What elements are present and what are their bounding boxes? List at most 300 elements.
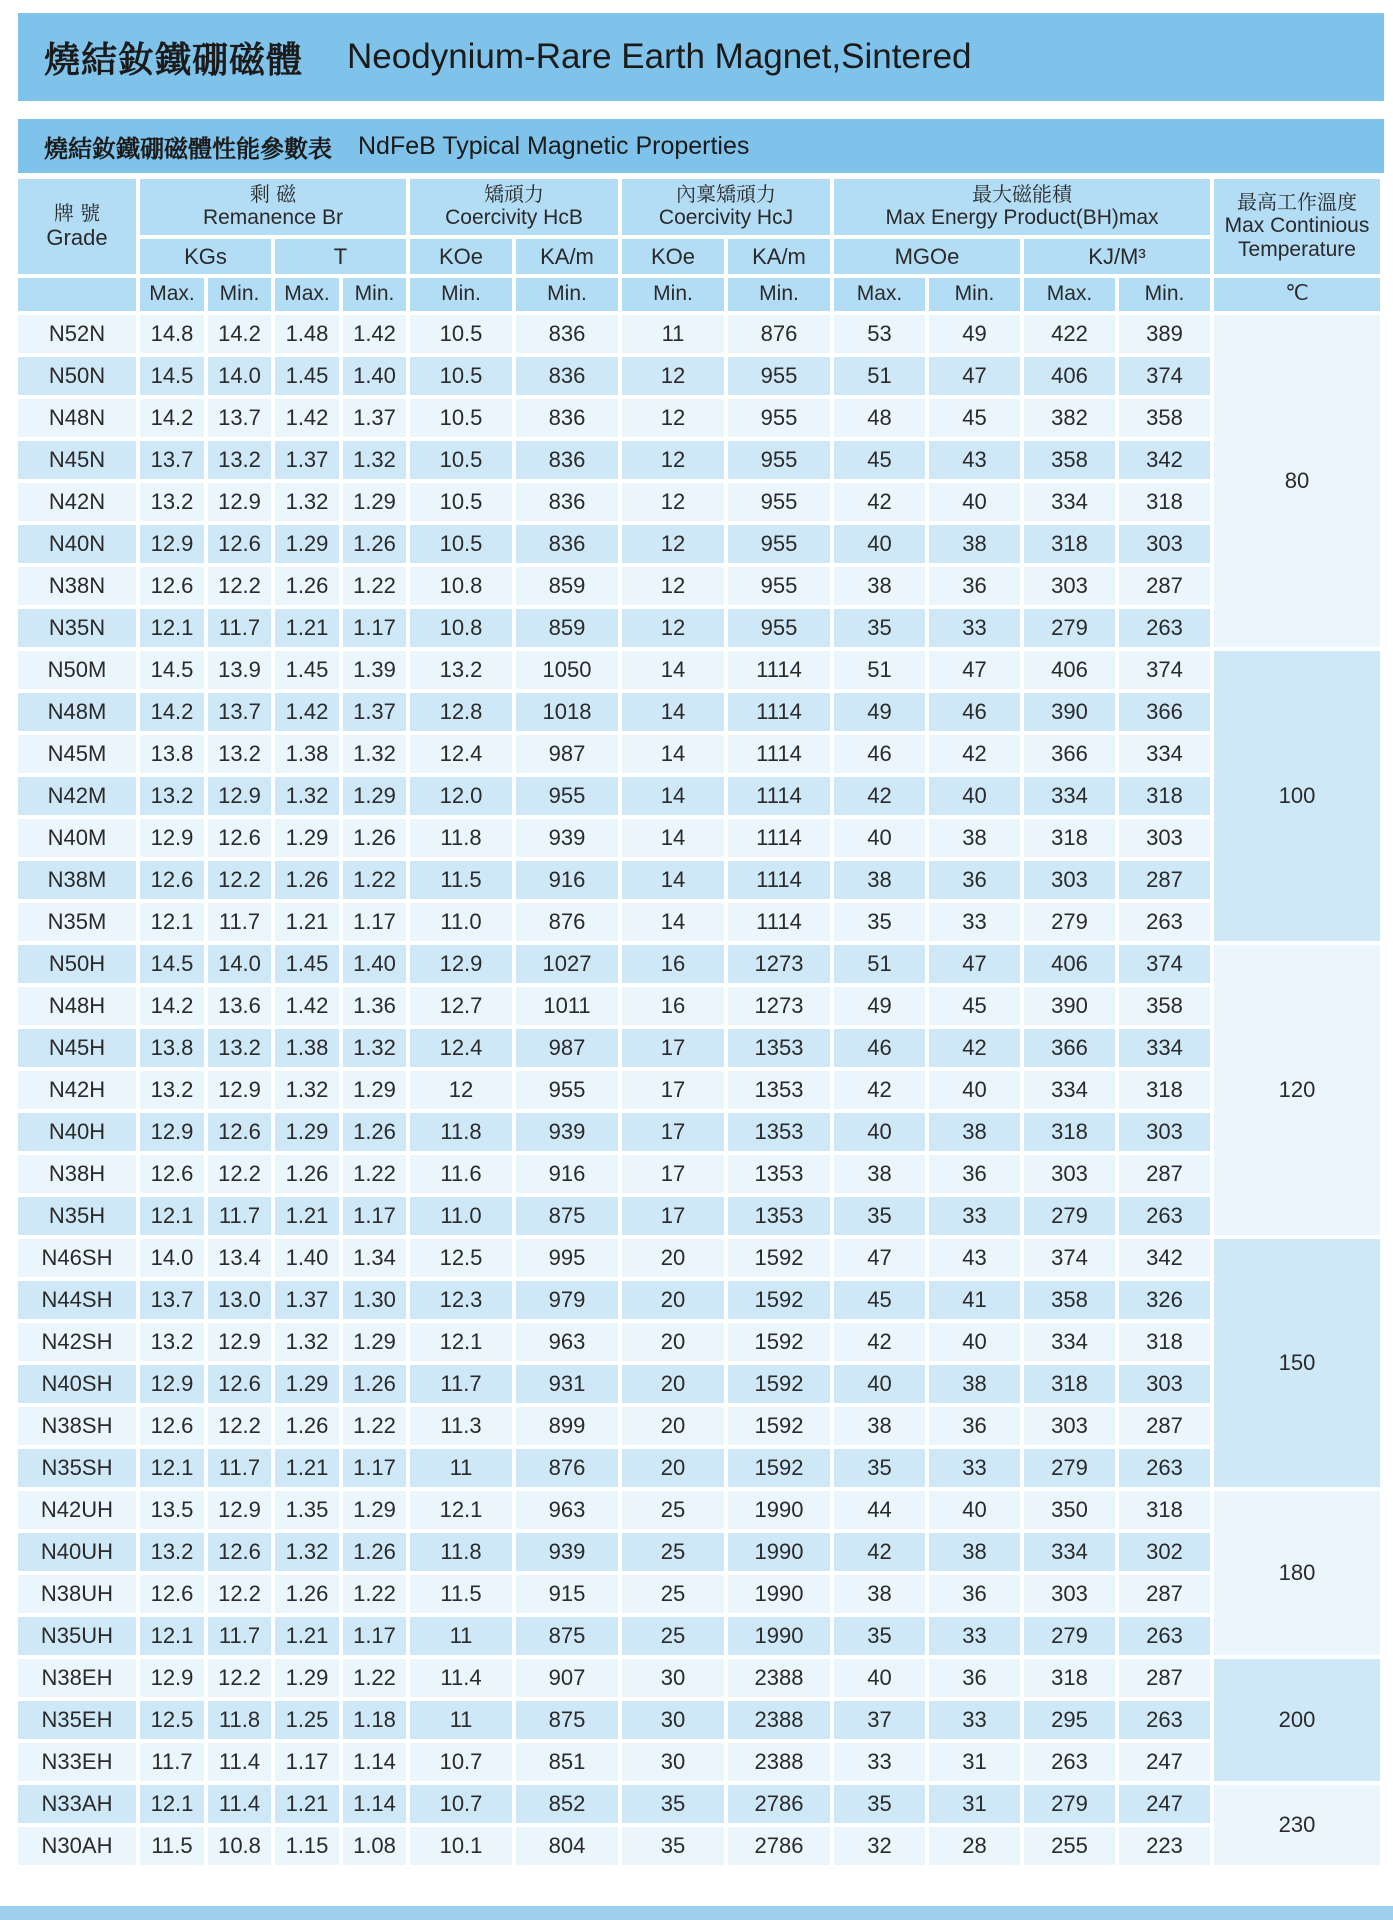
grade-cell: N42M <box>18 777 136 815</box>
value-cell: 1273 <box>728 987 830 1025</box>
value-cell: 12.5 <box>410 1239 512 1277</box>
footer-strip <box>0 1906 1393 1920</box>
value-cell: 42 <box>929 1029 1020 1067</box>
value-cell: 12.9 <box>208 777 271 815</box>
value-cell: 263 <box>1119 1701 1210 1739</box>
value-cell: 46 <box>834 1029 925 1067</box>
value-cell: 1.40 <box>275 1239 339 1277</box>
grade-cell: N38N <box>18 567 136 605</box>
value-cell: 1.26 <box>275 1575 339 1613</box>
col-hcb-koe-min: Min. <box>410 278 512 311</box>
value-cell: 358 <box>1024 441 1115 479</box>
value-cell: 36 <box>929 567 1020 605</box>
value-cell: 1114 <box>728 735 830 773</box>
value-cell: 334 <box>1024 1323 1115 1361</box>
grade-cell: N50N <box>18 357 136 395</box>
value-cell: 318 <box>1119 1323 1210 1361</box>
value-cell: 38 <box>929 1365 1020 1403</box>
value-cell: 1.17 <box>343 903 406 941</box>
grade-cell: N48M <box>18 693 136 731</box>
table-body <box>18 315 1380 1865</box>
value-cell: 12.9 <box>410 945 512 983</box>
unit-kam-hcj: KA/m <box>728 239 830 274</box>
value-cell: 12.0 <box>410 777 512 815</box>
grade-cell: N38H <box>18 1155 136 1193</box>
value-cell: 279 <box>1024 1449 1115 1487</box>
value-cell: 1.22 <box>343 1575 406 1613</box>
value-cell: 12.9 <box>140 1659 204 1697</box>
col-mgoe-max: Max. <box>834 278 925 311</box>
value-cell: 12.2 <box>208 1575 271 1613</box>
value-cell: 955 <box>728 441 830 479</box>
value-cell: 12.4 <box>410 1029 512 1067</box>
value-cell: 36 <box>929 1659 1020 1697</box>
value-cell: 11.5 <box>410 861 512 899</box>
value-cell: 955 <box>728 399 830 437</box>
value-cell: 907 <box>516 1659 618 1697</box>
grade-cell: N42SH <box>18 1323 136 1361</box>
value-cell: 1.32 <box>343 735 406 773</box>
value-cell: 30 <box>622 1701 724 1739</box>
value-cell: 279 <box>1024 1197 1115 1235</box>
value-cell: 12.6 <box>140 1407 204 1445</box>
value-cell: 38 <box>834 1155 925 1193</box>
col-hcj-koe-min: Min. <box>622 278 724 311</box>
value-cell: 1.14 <box>343 1743 406 1781</box>
value-cell: 17 <box>622 1113 724 1151</box>
value-cell: 13.0 <box>208 1281 271 1319</box>
value-cell: 955 <box>728 609 830 647</box>
max-temp-header-en2: Temperature <box>1238 238 1356 261</box>
value-cell: 35 <box>622 1785 724 1823</box>
value-cell: 1.38 <box>275 735 339 773</box>
value-cell: 287 <box>1119 1575 1210 1613</box>
value-cell: 318 <box>1024 525 1115 563</box>
value-cell: 1.39 <box>343 651 406 689</box>
table-row <box>18 1827 1380 1865</box>
value-cell: 1353 <box>728 1071 830 1109</box>
value-cell: 303 <box>1119 819 1210 857</box>
value-cell: 303 <box>1024 861 1115 899</box>
table-row <box>18 1743 1380 1781</box>
value-cell: 38 <box>929 819 1020 857</box>
value-cell: 390 <box>1024 693 1115 731</box>
unit-kam-hcb: KA/m <box>516 239 618 274</box>
value-cell: 40 <box>834 1659 925 1697</box>
coercivity-hcb-header-cn: 矯頑力 <box>484 182 544 207</box>
value-cell: 303 <box>1119 1113 1210 1151</box>
value-cell: 11.5 <box>410 1575 512 1613</box>
grade-cell: N48N <box>18 399 136 437</box>
value-cell: 1.29 <box>343 777 406 815</box>
value-cell: 374 <box>1119 945 1210 983</box>
grade-header-spacer <box>18 278 136 311</box>
value-cell: 13.2 <box>208 735 271 773</box>
value-cell: 38 <box>834 861 925 899</box>
value-cell: 1353 <box>728 1029 830 1067</box>
value-cell: 422 <box>1024 315 1115 353</box>
value-cell: 859 <box>516 609 618 647</box>
value-cell: 12.5 <box>140 1701 204 1739</box>
grade-cell: N33AH <box>18 1785 136 1823</box>
value-cell: 14 <box>622 903 724 941</box>
value-cell: 38 <box>834 1575 925 1613</box>
value-cell: 45 <box>929 987 1020 1025</box>
value-cell: 36 <box>929 861 1020 899</box>
value-cell: 1114 <box>728 777 830 815</box>
value-cell: 12.6 <box>208 1365 271 1403</box>
grade-cell: N33EH <box>18 1743 136 1781</box>
value-cell: 342 <box>1119 1239 1210 1277</box>
value-cell: 10.8 <box>410 609 512 647</box>
value-cell: 334 <box>1119 735 1210 773</box>
table-row <box>18 1323 1380 1361</box>
value-cell: 14 <box>622 651 724 689</box>
max-temp-cell: 230 <box>1214 1785 1380 1865</box>
value-cell: 876 <box>728 315 830 353</box>
value-cell: 11.8 <box>208 1701 271 1739</box>
table-row <box>18 1701 1380 1739</box>
value-cell: 326 <box>1119 1281 1210 1319</box>
value-cell: 12.9 <box>140 1365 204 1403</box>
coercivity-hcj-header-cn: 內稟矯頑力 <box>676 182 776 207</box>
value-cell: 14 <box>622 819 724 857</box>
value-cell: 13.2 <box>140 1071 204 1109</box>
col-kjm3-min: Min. <box>1119 278 1210 311</box>
value-cell: 20 <box>622 1365 724 1403</box>
value-cell: 11.0 <box>410 903 512 941</box>
max-temp-cell: 150 <box>1214 1239 1380 1487</box>
value-cell: 1.45 <box>275 945 339 983</box>
value-cell: 1.29 <box>275 1365 339 1403</box>
value-cell: 263 <box>1119 1449 1210 1487</box>
coercivity-hcb-header <box>410 179 618 235</box>
grade-cell: N42UH <box>18 1491 136 1529</box>
value-cell: 1027 <box>516 945 618 983</box>
value-cell: 40 <box>834 819 925 857</box>
value-cell: 13.2 <box>140 777 204 815</box>
col-kgs-max: Max. <box>140 278 204 311</box>
value-cell: 10.5 <box>410 315 512 353</box>
value-cell: 33 <box>929 1449 1020 1487</box>
value-cell: 12.7 <box>410 987 512 1025</box>
value-cell: 35 <box>834 1617 925 1655</box>
value-cell: 836 <box>516 357 618 395</box>
grade-cell: N38M <box>18 861 136 899</box>
value-cell: 303 <box>1119 1365 1210 1403</box>
value-cell: 35 <box>834 1449 925 1487</box>
remanence-header <box>140 179 406 235</box>
value-cell: 247 <box>1119 1743 1210 1781</box>
value-cell: 1114 <box>728 651 830 689</box>
value-cell: 1990 <box>728 1533 830 1571</box>
grade-header-en: Grade <box>46 225 108 251</box>
value-cell: 955 <box>516 777 618 815</box>
value-cell: 406 <box>1024 651 1115 689</box>
value-cell: 11 <box>410 1617 512 1655</box>
table-row <box>18 1575 1380 1613</box>
value-cell: 53 <box>834 315 925 353</box>
value-cell: 35 <box>834 1785 925 1823</box>
value-cell: 389 <box>1119 315 1210 353</box>
properties-table <box>14 175 1384 1869</box>
energy-product-header-en: Max Energy Product(BH)max <box>885 206 1159 230</box>
value-cell: 11.7 <box>208 1197 271 1235</box>
table-row <box>18 1155 1380 1193</box>
grade-cell: N42H <box>18 1071 136 1109</box>
value-cell: 318 <box>1024 1113 1115 1151</box>
max-temp-cell: 120 <box>1214 945 1380 1235</box>
value-cell: 36 <box>929 1575 1020 1613</box>
value-cell: 40 <box>929 777 1020 815</box>
value-cell: 374 <box>1119 357 1210 395</box>
col-kgs-min: Min. <box>208 278 271 311</box>
value-cell: 11.6 <box>410 1155 512 1193</box>
value-cell: 40 <box>929 1323 1020 1361</box>
value-cell: 49 <box>834 693 925 731</box>
value-cell: 10.1 <box>410 1827 512 1865</box>
value-cell: 12.9 <box>208 1323 271 1361</box>
value-cell: 11.7 <box>208 609 271 647</box>
value-cell: 318 <box>1024 1365 1115 1403</box>
value-cell: 12 <box>410 1071 512 1109</box>
value-cell: 10.5 <box>410 441 512 479</box>
value-cell: 1.17 <box>343 1197 406 1235</box>
value-cell: 11.7 <box>140 1743 204 1781</box>
value-cell: 1114 <box>728 819 830 857</box>
value-cell: 11.4 <box>208 1785 271 1823</box>
value-cell: 12 <box>622 525 724 563</box>
value-cell: 14 <box>622 735 724 773</box>
energy-product-header <box>834 179 1210 235</box>
value-cell: 875 <box>516 1197 618 1235</box>
value-cell: 851 <box>516 1743 618 1781</box>
value-cell: 41 <box>929 1281 1020 1319</box>
value-cell: 1.26 <box>343 525 406 563</box>
value-cell: 13.2 <box>140 1323 204 1361</box>
unit-koe-hcb: KOe <box>410 239 512 274</box>
value-cell: 279 <box>1024 1785 1115 1823</box>
value-cell: 47 <box>929 945 1020 983</box>
value-cell: 287 <box>1119 1659 1210 1697</box>
value-cell: 1.22 <box>343 1659 406 1697</box>
value-cell: 13.8 <box>140 1029 204 1067</box>
value-cell: 11 <box>410 1701 512 1739</box>
value-cell: 302 <box>1119 1533 1210 1571</box>
table-row <box>18 903 1380 941</box>
value-cell: 875 <box>516 1617 618 1655</box>
table-row <box>18 357 1380 395</box>
value-cell: 12.1 <box>140 903 204 941</box>
value-cell: 12.6 <box>140 1155 204 1193</box>
value-cell: 955 <box>728 525 830 563</box>
value-cell: 1114 <box>728 693 830 731</box>
value-cell: 836 <box>516 315 618 353</box>
value-cell: 12.1 <box>140 1617 204 1655</box>
value-cell: 11.3 <box>410 1407 512 1445</box>
value-cell: 12.6 <box>140 1575 204 1613</box>
table-row <box>18 861 1380 899</box>
value-cell: 42 <box>834 1323 925 1361</box>
grade-cell: N40SH <box>18 1365 136 1403</box>
value-cell: 1.35 <box>275 1491 339 1529</box>
value-cell: 318 <box>1119 1491 1210 1529</box>
value-cell: 318 <box>1024 819 1115 857</box>
grade-cell: N45M <box>18 735 136 773</box>
value-cell: 1.17 <box>343 1617 406 1655</box>
value-cell: 334 <box>1119 1029 1210 1067</box>
value-cell: 1.29 <box>275 525 339 563</box>
value-cell: 303 <box>1024 1575 1115 1613</box>
value-cell: 12.6 <box>140 861 204 899</box>
table-row <box>18 1197 1380 1235</box>
value-cell: 916 <box>516 1155 618 1193</box>
table-row <box>18 441 1380 479</box>
grade-cell: N35N <box>18 609 136 647</box>
value-cell: 939 <box>516 1113 618 1151</box>
table-row <box>18 735 1380 773</box>
value-cell: 12.2 <box>208 1155 271 1193</box>
value-cell: 1.17 <box>343 609 406 647</box>
value-cell: 1.17 <box>343 1449 406 1487</box>
value-cell: 1592 <box>728 1239 830 1277</box>
grade-cell: N50M <box>18 651 136 689</box>
grade-cell: N45N <box>18 441 136 479</box>
value-cell: 46 <box>929 693 1020 731</box>
value-cell: 12 <box>622 441 724 479</box>
value-cell: 11.5 <box>140 1827 204 1865</box>
value-cell: 318 <box>1119 483 1210 521</box>
value-cell: 31 <box>929 1743 1020 1781</box>
unit-koe-hcj: KOe <box>622 239 724 274</box>
value-cell: 17 <box>622 1071 724 1109</box>
value-cell: 1353 <box>728 1113 830 1151</box>
value-cell: 11 <box>622 315 724 353</box>
table-row <box>18 609 1380 647</box>
value-cell: 40 <box>929 1491 1020 1529</box>
value-cell: 51 <box>834 651 925 689</box>
value-cell: 1011 <box>516 987 618 1025</box>
value-cell: 11 <box>410 1449 512 1487</box>
value-cell: 43 <box>929 441 1020 479</box>
value-cell: 1114 <box>728 861 830 899</box>
energy-product-header-cn: 最大磁能積 <box>972 182 1072 207</box>
value-cell: 279 <box>1024 903 1115 941</box>
value-cell: 1114 <box>728 903 830 941</box>
value-cell: 28 <box>929 1827 1020 1865</box>
value-cell: 1.38 <box>275 1029 339 1067</box>
value-cell: 14.5 <box>140 357 204 395</box>
value-cell: 366 <box>1024 735 1115 773</box>
value-cell: 47 <box>929 651 1020 689</box>
value-cell: 11.8 <box>410 819 512 857</box>
grade-cell: N44SH <box>18 1281 136 1319</box>
table-row <box>18 819 1380 857</box>
value-cell: 263 <box>1024 1743 1115 1781</box>
value-cell: 12.9 <box>140 525 204 563</box>
value-cell: 1.26 <box>275 861 339 899</box>
value-cell: 1.40 <box>343 945 406 983</box>
table-title-cn: 燒結釹鐵硼磁體性能參數表 <box>44 134 332 163</box>
value-cell: 1.08 <box>343 1827 406 1865</box>
unit-t: T <box>275 239 406 274</box>
table-title-banner <box>18 119 1384 173</box>
value-cell: 358 <box>1119 399 1210 437</box>
value-cell: 1273 <box>728 945 830 983</box>
value-cell: 14.0 <box>140 1239 204 1277</box>
value-cell: 12.9 <box>208 1491 271 1529</box>
value-cell: 263 <box>1119 609 1210 647</box>
value-cell: 1.21 <box>275 1617 339 1655</box>
value-cell: 12.1 <box>140 1449 204 1487</box>
value-cell: 334 <box>1024 483 1115 521</box>
grade-cell: N48H <box>18 987 136 1025</box>
value-cell: 11.7 <box>410 1365 512 1403</box>
max-temp-header-en1: Max Continious <box>1224 213 1370 237</box>
value-cell: 12.6 <box>208 1113 271 1151</box>
value-cell: 35 <box>834 609 925 647</box>
max-temp-cell: 100 <box>1214 651 1380 941</box>
value-cell: 40 <box>834 1365 925 1403</box>
value-cell: 25 <box>622 1491 724 1529</box>
grade-cell: N40UH <box>18 1533 136 1571</box>
value-cell: 38 <box>929 1113 1020 1151</box>
col-mgoe-min: Min. <box>929 278 1020 311</box>
page-title-en: Neodynium-Rare Earth Magnet,Sintered <box>347 37 972 76</box>
value-cell: 1.26 <box>275 567 339 605</box>
value-cell: 1.40 <box>343 357 406 395</box>
value-cell: 987 <box>516 735 618 773</box>
value-cell: 13.7 <box>140 1281 204 1319</box>
value-cell: 1.32 <box>343 1029 406 1067</box>
value-cell: 1.22 <box>343 1155 406 1193</box>
value-cell: 33 <box>929 903 1020 941</box>
table-row <box>18 651 1380 689</box>
value-cell: 915 <box>516 1575 618 1613</box>
value-cell: 263 <box>1119 1197 1210 1235</box>
value-cell: 12.8 <box>410 693 512 731</box>
value-cell: 1.21 <box>275 1449 339 1487</box>
value-cell: 10.8 <box>208 1827 271 1865</box>
value-cell: 13.2 <box>208 1029 271 1067</box>
value-cell: 836 <box>516 525 618 563</box>
value-cell: 16 <box>622 945 724 983</box>
value-cell: 1.21 <box>275 1785 339 1823</box>
value-cell: 38 <box>929 525 1020 563</box>
value-cell: 12.3 <box>410 1281 512 1319</box>
value-cell: 12.2 <box>208 1407 271 1445</box>
value-cell: 20 <box>622 1239 724 1277</box>
value-cell: 37 <box>834 1701 925 1739</box>
value-cell: 390 <box>1024 987 1115 1025</box>
value-cell: 12 <box>622 483 724 521</box>
value-cell: 1.14 <box>343 1785 406 1823</box>
title-banner <box>18 13 1384 101</box>
value-cell: 13.2 <box>140 1533 204 1571</box>
value-cell: 2388 <box>728 1743 830 1781</box>
value-cell: 374 <box>1119 651 1210 689</box>
value-cell: 279 <box>1024 609 1115 647</box>
value-cell: 995 <box>516 1239 618 1277</box>
value-cell: 14 <box>622 693 724 731</box>
value-cell: 836 <box>516 483 618 521</box>
value-cell: 40 <box>929 483 1020 521</box>
col-hcj-kam-min: Min. <box>728 278 830 311</box>
value-cell: 12.2 <box>208 1659 271 1697</box>
grade-cell: N38SH <box>18 1407 136 1445</box>
value-cell: 35 <box>834 1197 925 1235</box>
table-row <box>18 1113 1380 1151</box>
